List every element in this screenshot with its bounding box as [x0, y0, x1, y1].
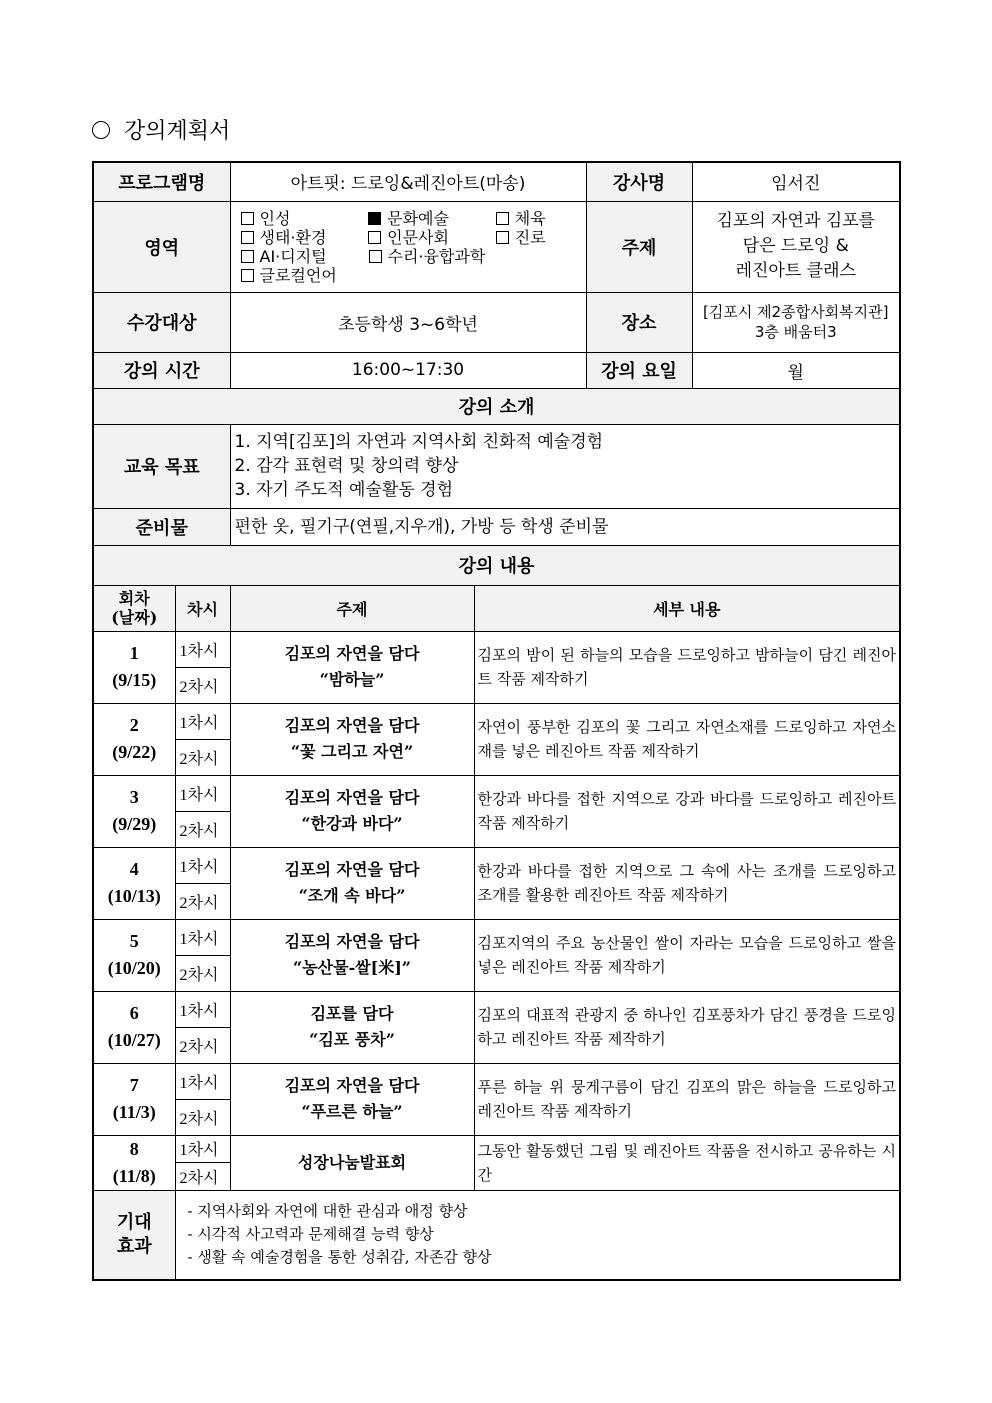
- col-period-header: 차시: [175, 585, 230, 631]
- session-number: 2 (9/22): [93, 703, 175, 775]
- period-cell: 1차시: [175, 847, 230, 883]
- session-row: [93, 775, 900, 811]
- goal-item: 3. 자기 주도적 예술활동 경험: [234, 480, 453, 500]
- session-detail: 푸른 하늘 위 뭉게구름이 담긴 김포의 맑은 하늘을 드로잉하고 레진아트 작품 제작하기: [474, 1063, 900, 1135]
- area-item: 진로: [496, 228, 576, 247]
- checkbox-icon: [241, 250, 254, 263]
- effect-item: - 지역사회와 자연에 대한 관심과 애정 향상: [188, 1200, 888, 1223]
- col-session-header: 회차 (날짜): [93, 585, 175, 631]
- checkbox-checked-icon: [368, 212, 381, 225]
- session-row: [93, 847, 900, 883]
- period-cell: 1차시: [175, 631, 230, 667]
- session-topic: 김포의 자연을 담다 “농산물-쌀[米]”: [230, 919, 474, 991]
- session-detail: 그동안 활동했던 그림 및 레진아트 작품을 전시하고 공유하는 시간: [474, 1135, 900, 1190]
- content-section-header: 강의 내용: [93, 545, 900, 585]
- lecture-plan-table: [92, 161, 901, 1281]
- session-number: 5 (10/20): [93, 919, 175, 991]
- period-cell: 2차시: [175, 739, 230, 775]
- instructor-value: 임서진: [692, 162, 900, 201]
- goals-label: 교육 목표: [93, 424, 230, 508]
- checkbox-icon: [241, 269, 254, 282]
- place-value: [김포시 제2종합사회복지관] 3층 배움터3: [692, 292, 900, 352]
- session-topic: 김포의 자연을 담다 “꽃 그리고 자연”: [230, 703, 474, 775]
- area-item: 인성: [241, 209, 369, 228]
- theme-value: 김포의 자연과 김포를 담은 드로잉 & 레진아트 클래스: [692, 201, 900, 292]
- checkbox-icon: [368, 231, 381, 244]
- area-checkboxes: [230, 201, 586, 292]
- session-number: 3 (9/29): [93, 775, 175, 847]
- goals-list: [230, 424, 900, 508]
- place-label: 장소: [586, 292, 692, 352]
- supplies-value: 편한 옷, 필기구(연필,지우개), 가방 등 학생 준비물: [230, 508, 900, 545]
- checkbox-icon: [496, 231, 509, 244]
- area-item: 체육: [496, 209, 576, 228]
- session-topic: 성장나눔발표회: [230, 1135, 474, 1190]
- session-number: 7 (11/3): [93, 1063, 175, 1135]
- area-label: 영역: [93, 201, 230, 292]
- goal-item: 2. 감각 표현력 및 창의력 향상: [234, 456, 459, 476]
- period-cell: 1차시: [175, 775, 230, 811]
- area-item: 글로컬언어: [241, 266, 369, 285]
- area-item: 생태·환경: [241, 228, 369, 247]
- checkbox-icon: [496, 212, 509, 225]
- period-cell: 2차시: [175, 811, 230, 847]
- sessions-body: [93, 631, 900, 1190]
- session-detail: 김포의 대표적 관광지 중 하나인 김포풍차가 담긴 풍경을 드로잉하고 레진아트 작품 제작하기: [474, 991, 900, 1063]
- period-cell: 2차시: [175, 1027, 230, 1063]
- heading-text: 강의계획서: [124, 119, 231, 144]
- session-topic: 김포를 담다 “김포 풍차”: [230, 991, 474, 1063]
- day-label: 강의 요일: [586, 352, 692, 388]
- time-label: 강의 시간: [93, 352, 230, 388]
- session-detail: 한강과 바다를 접한 지역으로 그 속에 사는 조개를 드로잉하고 조개를 활용한 레진아트 작품 제작하기: [474, 847, 900, 919]
- supplies-label: 준비물: [93, 508, 230, 545]
- session-row: [93, 919, 900, 955]
- session-row: [93, 1063, 900, 1099]
- target-value: 초등학생 3~6학년: [230, 292, 586, 352]
- session-detail: 한강과 바다를 접한 지역으로 강과 바다를 드로잉하고 레진아트 작품 제작하기: [474, 775, 900, 847]
- effect-item: - 시각적 사고력과 문제해결 능력 향상: [188, 1223, 888, 1246]
- session-row: [93, 991, 900, 1027]
- session-detail: 자연이 풍부한 김포의 꽃 그리고 자연소재를 드로잉하고 자연소재를 넣은 레진아트 작품 제작하기: [474, 703, 900, 775]
- program-value: 아트핏: 드로잉&레진아트(마송): [230, 162, 586, 201]
- session-row: [93, 631, 900, 667]
- session-detail: 김포의 밤이 된 하늘의 모습을 드로잉하고 밤하늘이 담긴 레진아트 작품 제작하기: [474, 631, 900, 703]
- program-label: 프로그램명: [93, 162, 230, 201]
- period-cell: 2차시: [175, 667, 230, 703]
- area-item: AI·디지털: [241, 247, 369, 266]
- time-value: 16:00~17:30: [230, 352, 586, 388]
- session-row: [93, 1135, 900, 1163]
- instructor-label: 강사명: [586, 162, 692, 201]
- checkbox-icon: [369, 250, 382, 263]
- session-number: 8 (11/8): [93, 1135, 175, 1190]
- target-label: 수강대상: [93, 292, 230, 352]
- period-cell: 2차시: [175, 883, 230, 919]
- period-cell: 1차시: [175, 1135, 230, 1163]
- session-topic: 김포의 자연을 담다 “밤하늘”: [230, 631, 474, 703]
- session-topic: 김포의 자연을 담다 “푸르른 하늘”: [230, 1063, 474, 1135]
- period-cell: 2차시: [175, 1099, 230, 1135]
- col-topic-header: 주제: [230, 585, 474, 631]
- period-cell: 2차시: [175, 955, 230, 991]
- checkbox-icon: [241, 212, 254, 225]
- session-detail: 김포지역의 주요 농산물인 쌀이 자라는 모습을 드로잉하고 쌀을 넣은 레진아트 작품 제작하기: [474, 919, 900, 991]
- period-cell: 1차시: [175, 991, 230, 1027]
- session-number: 4 (10/13): [93, 847, 175, 919]
- session-number: 1 (9/15): [93, 631, 175, 703]
- col-detail-header: 세부 내용: [474, 585, 900, 631]
- intro-section-header: 강의 소개: [93, 388, 900, 424]
- period-cell: 1차시: [175, 919, 230, 955]
- session-number: 6 (10/27): [93, 991, 175, 1063]
- document-heading: [92, 114, 230, 145]
- effects-label: 기대 효과: [93, 1190, 175, 1280]
- area-item: 수리·융합과학: [369, 247, 569, 266]
- circle-bullet-icon: [92, 121, 110, 139]
- period-cell: 2차시: [175, 1163, 230, 1191]
- goal-item: 1. 지역[김포]의 자연과 지역사회 친화적 예술경험: [234, 432, 604, 452]
- checkbox-icon: [241, 231, 254, 244]
- area-item: 인문사회: [368, 228, 496, 247]
- period-cell: 1차시: [175, 703, 230, 739]
- session-topic: 김포의 자연을 담다 “한강과 바다”: [230, 775, 474, 847]
- effects-list: [175, 1190, 900, 1280]
- day-value: 월: [692, 352, 900, 388]
- session-row: [93, 703, 900, 739]
- period-cell: 1차시: [175, 1063, 230, 1099]
- area-item: 문화예술: [368, 209, 496, 228]
- theme-label: 주제: [586, 201, 692, 292]
- session-topic: 김포의 자연을 담다 “조개 속 바다”: [230, 847, 474, 919]
- effect-item: - 생활 속 예술경험을 통한 성취감, 자존감 향상: [188, 1246, 888, 1269]
